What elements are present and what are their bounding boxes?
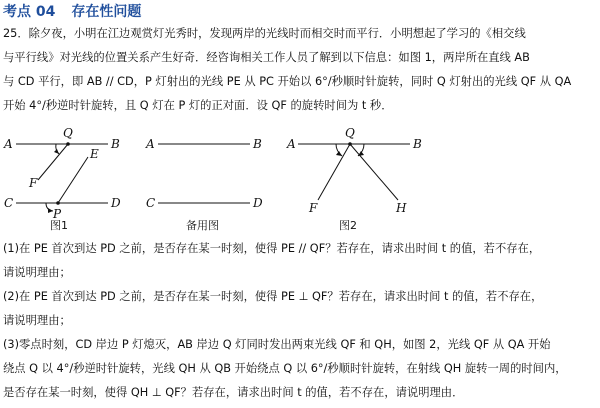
label-p: P [53, 207, 62, 221]
point-q-fig2 [348, 142, 352, 146]
section-title: 存在性问题 [71, 4, 142, 20]
ray-qh-fig2 [350, 144, 398, 200]
ray-qf [38, 144, 68, 180]
figure-spare [145, 137, 263, 232]
question-1-line-2: 请说明理由； [3, 266, 71, 279]
section-header [3, 1, 141, 23]
ray-qf-fig2 [318, 144, 350, 200]
label-e: E [90, 147, 99, 161]
rotation-arrow-left [336, 151, 342, 156]
point-q [66, 142, 70, 146]
problem-line-3: 与 CD 平行，即 AB // CD，P 灯射出的光线 PE 从 PC 开始以 6°/秒顺时针旋转，同时 Q 灯射出的光线 QF 从 QA [3, 75, 572, 88]
rotation-arrow-right [358, 151, 364, 156]
caption-spare: 备用图 [186, 219, 219, 232]
question-3-line-2: 绕点 Q 以 4°/秒逆时针旋转，光线 QH 从 QB 开始绕点 Q 以 6°/秒顺时针旋转，在射线 QH 旋转一周的时间内， [3, 362, 567, 375]
point-p [56, 201, 60, 205]
label-d-spare: D [253, 196, 263, 210]
question-3-line-3: 是否存在某一时刻，使得 QH ⊥ QF？若存在，请求出时间 t 的值，若不存在，请说明理由． [3, 386, 464, 399]
caption-fig2: 图2 [339, 219, 357, 232]
label-b: B [111, 137, 120, 151]
label-b-spare: B [253, 137, 262, 151]
problem-line-2: 与平行线》对光线的位置关系产生好奇．经咨询相关工作人员了解到以下信息：如图 1，两岸所在直线 AB [3, 51, 530, 64]
figures [0, 125, 600, 235]
question-1-line-1: (1)在 PE 首次到达 PD 之前，是否存在某一时刻，使得 PE // QF？若存在，请求出时间 t 的值，若不存在， [3, 242, 541, 255]
label-q: Q [63, 126, 73, 140]
label-a-spare: A [146, 137, 155, 151]
figure-2 [286, 126, 422, 232]
label-d: D [111, 196, 121, 210]
question-2-line-2: 请说明理由； [3, 314, 71, 327]
label-q-fig2: Q [345, 126, 355, 140]
label-b-fig2: B [413, 137, 422, 151]
problem-line-1: 25．除夕夜，小明在江边观赏灯光秀时，发现两岸的光线时而相交时而平行．小明想起了学习的《相交线 [3, 27, 526, 40]
label-a: A [4, 137, 13, 151]
label-h-fig2: H [396, 201, 407, 215]
label-a-fig2: A [287, 137, 296, 151]
label-f-fig2: F [309, 201, 318, 215]
label-c: C [4, 196, 14, 210]
rotation-arrow-q [54, 149, 59, 154]
figure-1 [3, 126, 121, 232]
label-c-spare: C [146, 196, 156, 210]
question-2-line-1: (2)在 PE 首次到达 PD 之前，是否存在某一时刻，使得 PE ⊥ QF？若存在，请求出时间 t 的值，若不存在， [3, 290, 543, 303]
label-f: F [29, 176, 38, 190]
question-3-line-1: (3)零点时刻，CD 岸边 P 灯熄灭，AB 岸边 Q 灯同时发出两束光线 QF 和 QH，如图 2，光线 QF 从 QA 开始 [3, 338, 551, 351]
section-label: 考点 04 [3, 4, 56, 20]
problem-line-4: 开始 4°/秒逆时针旋转，且 Q 灯在 P 灯的正对面．设 QF 的旋转时间为 t 秒． [3, 99, 393, 112]
caption-fig1: 图1 [50, 219, 68, 232]
ray-pe [58, 157, 88, 203]
